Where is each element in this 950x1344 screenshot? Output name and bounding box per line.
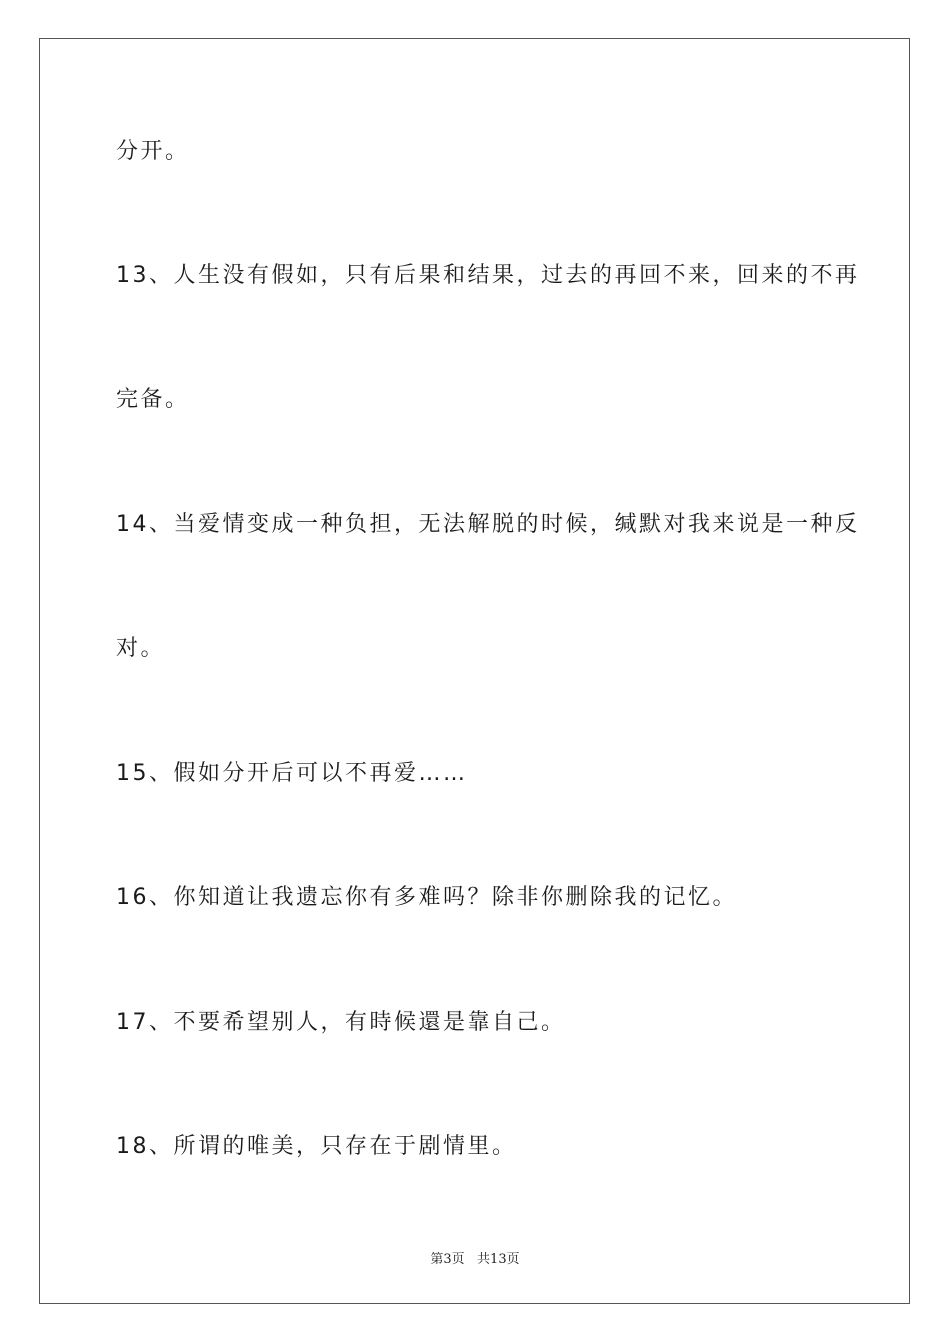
- text-line: 13、人生没有假如，只有后果和结果，过去的再回不来，回来的不再: [116, 263, 860, 288]
- page-footer: 第3页 共13页: [430, 1252, 520, 1267]
- text-line: 17、不要希望别人，有時候還是靠自己。: [116, 1010, 566, 1035]
- text-line: 14、当爱情变成一种负担，无法解脱的时候，缄默对我来说是一种反: [116, 512, 860, 537]
- text-line: 16、你知道让我遗忘你有多难吗？除非你删除我的记忆。: [116, 885, 737, 910]
- text-line: 对。: [116, 636, 166, 661]
- text-line: 15、假如分开后可以不再爱……: [116, 761, 468, 786]
- text-line: 分开。: [116, 139, 190, 164]
- page-border: [39, 38, 910, 1304]
- text-line: 完备。: [116, 387, 190, 412]
- text-line: 18、所谓的唯美，只存在于剧情里。: [116, 1134, 517, 1159]
